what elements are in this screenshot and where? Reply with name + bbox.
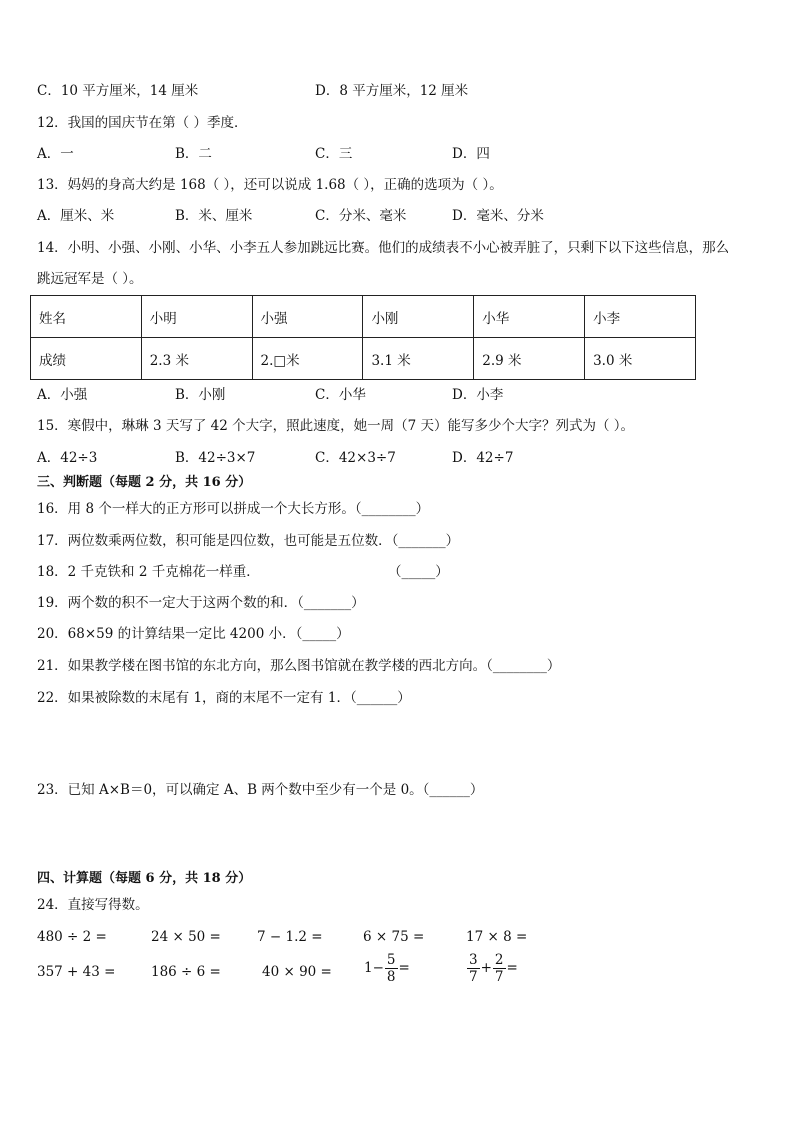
calc-item: 40 × 90 = [262, 964, 332, 980]
option-b: B．二 [175, 146, 212, 162]
question-23: 23．已知 A×B＝0，可以确定 A、B 两个数中至少有一个是 0。（______） [37, 782, 484, 798]
question-16: 16．用 8 个一样大的正方形可以拼成一个大长方形。（________） [37, 501, 430, 517]
question-12-stem: 12．我国的国庆节在第（ ）季度． [37, 115, 248, 131]
calc-item: 24 × 50 = [151, 929, 221, 945]
option-b: B．42÷3×7 [175, 450, 256, 466]
table-cell: 2.3 米 [141, 338, 252, 380]
fraction [493, 952, 506, 985]
calc-item: 186 ÷ 6 = [151, 964, 221, 980]
option-d: D．42÷7 [452, 450, 514, 466]
option-b: B．小刚 [175, 387, 226, 403]
fraction [385, 952, 398, 985]
score-table [30, 295, 696, 380]
question-17: 17．两位数乘两位数，积可能是四位数，也可能是五位数．（_______） [37, 533, 460, 549]
question-14-options [37, 386, 757, 404]
table-row [31, 296, 696, 338]
option-b: B．米、厘米 [175, 208, 253, 224]
option-d: D．小李 [452, 387, 504, 403]
table-cell: 2.9 米 [474, 338, 585, 380]
table-cell: 小明 [141, 296, 252, 338]
option-c: C．42×3÷7 [315, 450, 396, 466]
option-a: A．厘米、米 [37, 208, 115, 224]
calc-equals: = [398, 960, 410, 976]
question-18-answer-blank: （_____） [388, 564, 449, 580]
fraction [467, 952, 480, 985]
calc-fraction-item [466, 952, 518, 985]
calc-fraction-item [364, 952, 410, 985]
question-24-stem: 24．直接写得数。 [37, 897, 149, 913]
calc-item: 357 + 43 = [37, 964, 116, 980]
fraction-denominator: 7 [469, 969, 478, 985]
question-21: 21．如果教学楼在图书馆的东北方向，那么图书馆就在教学楼的西北方向。（________） [37, 658, 561, 674]
section-3-title: 三、判断题（每题 2 分，共 16 分） [37, 475, 252, 490]
section-4-title: 四、计算题（每题 6 分，共 18 分） [37, 871, 252, 886]
question-19: 19．两个数的积不一定大于这两个数的和．（_______） [37, 595, 365, 611]
option-c: C．分米、毫米 [315, 208, 407, 224]
fraction-numerator: 5 [386, 952, 396, 968]
table-cell: 小强 [252, 296, 363, 338]
option-a: A．小强 [37, 387, 88, 403]
table-cell: 3.0 米 [585, 338, 696, 380]
table-cell: 3.1 米 [363, 338, 474, 380]
calc-prefix: 1− [364, 960, 384, 976]
option-c: C．小华 [315, 387, 366, 403]
calc-item: 17 × 8 = [466, 929, 528, 945]
fraction-denominator: 8 [386, 969, 396, 985]
table-cell: 姓名 [31, 296, 142, 338]
question-13-options [37, 207, 757, 225]
calc-item: 6 × 75 = [363, 929, 425, 945]
fraction-denominator: 7 [494, 969, 504, 985]
option-c: C．三 [315, 146, 353, 162]
question-22: 22．如果被除数的末尾有 1，商的末尾不一定有 1．（______） [37, 690, 411, 706]
calc-item: 480 ÷ 2 = [37, 929, 107, 945]
table-cell: 小华 [474, 296, 585, 338]
table-cell: 2.□米 [252, 338, 363, 380]
table-cell: 成绩 [31, 338, 142, 380]
question-13-stem: 13．妈妈的身高大约是 168（ ），还可以说成 1.68（ ），正确的选项为（ ）。 [37, 177, 503, 193]
question-12-options [37, 145, 757, 163]
fraction-numerator: 2 [494, 952, 504, 968]
q11-options [37, 82, 757, 100]
option-a: A．42÷3 [37, 450, 98, 466]
fraction-numerator: 3 [469, 952, 478, 968]
question-15-stem: 15．寒假中，琳琳 3 天写了 42 个大字，照此速度，她一周（7 天）能写多少个大字？列式为（ ）。 [37, 418, 635, 434]
calc-operator: + [480, 960, 492, 976]
option-c: C．10 平方厘米，14 厘米 [37, 83, 199, 99]
question-15-options [37, 449, 757, 467]
option-d: D．四 [452, 146, 490, 162]
question-14-stem-line2: 跳远冠军是（ ）。 [37, 271, 143, 287]
option-a: A．一 [37, 146, 74, 162]
table-row [31, 338, 696, 380]
question-14-stem-line1: 14．小明、小强、小刚、小华、小李五人参加跳远比赛。他们的成绩表不小心被弄脏了，只剩下以下这些信息，那么 [37, 240, 730, 256]
question-18: 18．2 千克铁和 2 千克棉花一样重． [37, 564, 260, 580]
calc-equals: = [506, 960, 518, 976]
table-cell: 小李 [585, 296, 696, 338]
question-20: 20．68×59 的计算结果一定比 4200 小．（_____） [37, 626, 350, 642]
option-d: D．8 平方厘米，12 厘米 [315, 83, 469, 99]
table-cell: 小刚 [363, 296, 474, 338]
option-d: D．毫米、分米 [452, 208, 544, 224]
calc-item: 7 − 1.2 = [257, 929, 323, 945]
